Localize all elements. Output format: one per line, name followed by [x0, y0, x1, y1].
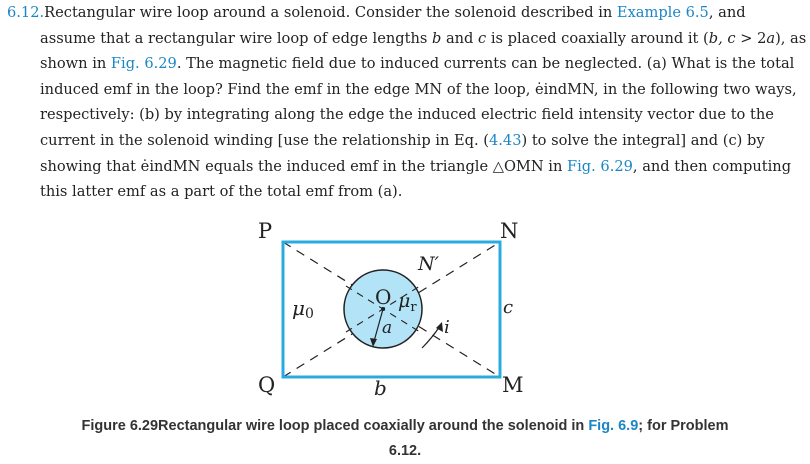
- label-i: i: [444, 317, 450, 338]
- label-P: P: [258, 219, 273, 243]
- problem-text: current in the solenoid winding [use the relationship in Eq. (: [40, 131, 489, 149]
- figure-link[interactable]: Fig. 6.29: [567, 157, 633, 175]
- problem-text: . The magnetic field due to induced currents can be neglected. (a) What is the total: [176, 55, 795, 73]
- problem-number: 6.12.: [7, 4, 45, 21]
- problem-text: assume that a rectangular wire loop of edge lengths: [40, 29, 432, 47]
- problem-line-5: respectively: (b) by integrating along the edge the induced electric field intensity vector due to the: [40, 106, 774, 124]
- problem-title: Rectangular wire loop around a solenoid.: [44, 4, 351, 21]
- label-M: M: [502, 373, 524, 397]
- problem-text: shown in: [40, 55, 111, 73]
- caption-text: Rectangular wire loop placed coaxially around the solenoid in: [158, 418, 589, 434]
- var-a: a: [766, 29, 776, 47]
- label-N: N: [500, 219, 519, 243]
- label-a: a: [382, 318, 393, 338]
- mu0-subscript: 0: [305, 306, 314, 322]
- label-Q: Q: [258, 373, 276, 397]
- caption-figure-link[interactable]: Fig. 6.9: [588, 418, 639, 434]
- mu0-symbol: μ: [292, 296, 305, 320]
- label-mu0: [292, 296, 314, 322]
- label-b: b: [374, 376, 387, 400]
- var-c: c: [478, 29, 487, 47]
- mur-symbol: μ: [398, 290, 411, 312]
- label-c: c: [503, 297, 514, 318]
- problem-text: > 2: [735, 29, 767, 47]
- mur-subscript: r: [410, 300, 417, 315]
- problem-text: showing that ėindMN equals the induced emf in the triangle △OMN in: [40, 157, 567, 175]
- problem-text: Consider the solenoid described in: [350, 4, 617, 21]
- problem-text: , and: [708, 4, 746, 21]
- caption-line-1: [0, 414, 810, 439]
- label-O: O: [375, 285, 392, 309]
- label-N-prime: N′: [418, 253, 439, 275]
- current-arrow: [422, 326, 440, 348]
- figure-caption: [0, 414, 810, 464]
- equation-link[interactable]: 4.43: [488, 131, 522, 149]
- problem-text: ), as: [775, 29, 807, 47]
- problem-text: is placed coaxially around it (: [486, 29, 709, 47]
- problem-line-8: this latter emf as a part of the total emf from (a).: [40, 183, 403, 201]
- caption-prefix: Figure 6.29: [81, 418, 159, 434]
- problem-text: ) to solve the integral] and (c) by: [521, 131, 765, 149]
- problem-text: , and then computing: [632, 157, 792, 175]
- var-b: b: [431, 29, 442, 47]
- example-link[interactable]: Example 6.5: [616, 4, 709, 21]
- problem-text: and: [441, 29, 479, 47]
- figure-link[interactable]: Fig. 6.29: [110, 55, 177, 73]
- problem-line-4: induced emf in the loop? Find the emf in the edge MN of the loop, ėindMN, in the following two ways,: [40, 80, 797, 98]
- var-bc: b, c: [708, 29, 736, 47]
- caption-suffix: ; for Problem: [638, 418, 729, 434]
- caption-line-2: 6.12.: [388, 443, 422, 459]
